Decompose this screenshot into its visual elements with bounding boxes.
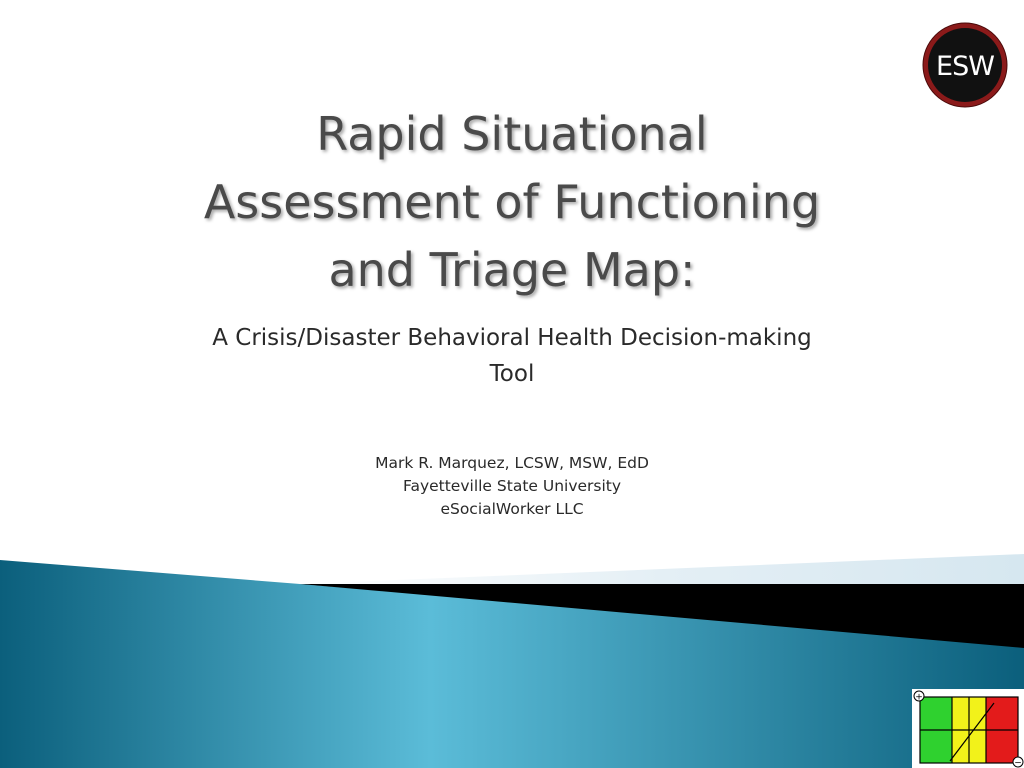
author-organization: eSocialWorker LLC xyxy=(440,500,584,518)
author-block xyxy=(262,452,762,521)
triage-map-icon xyxy=(912,689,1024,768)
title-line-3: and Triage Map: xyxy=(328,243,696,297)
slide-subtitle xyxy=(62,320,962,392)
subtitle-line-1: A Crisis/Disaster Behavioral Health Decision-making xyxy=(212,325,812,351)
esw-logo-text: ESW xyxy=(936,51,994,82)
wave-pale-band xyxy=(300,554,1024,588)
author-name: Mark R. Marquez, LCSW, MSW, EdD xyxy=(375,454,649,472)
triage-minus-icon: − xyxy=(1014,758,1022,768)
author-affiliation: Fayetteville State University xyxy=(402,477,622,495)
slide-title xyxy=(62,100,962,304)
subtitle-line-2: Tool xyxy=(489,361,535,387)
title-line-2: Assessment of Functioning xyxy=(203,175,821,229)
decorative-wave xyxy=(0,540,1024,768)
esw-logo xyxy=(922,22,1008,108)
triage-plus-icon: + xyxy=(915,692,923,703)
title-line-1: Rapid Situational xyxy=(316,107,708,161)
